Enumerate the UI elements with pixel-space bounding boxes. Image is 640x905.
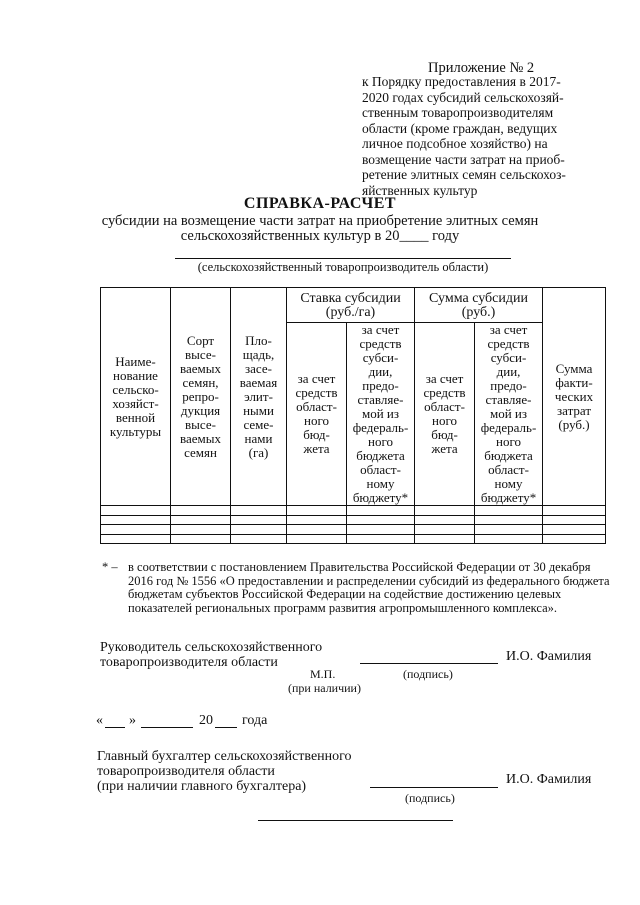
table-cell[interactable]	[415, 534, 475, 544]
date-day-field[interactable]	[105, 727, 125, 728]
table-cell[interactable]	[171, 525, 231, 535]
appendix-line: области (кроме граждан, ведущих	[362, 120, 558, 136]
header-sum-regional: за счет средств област- ного бюд- жета	[415, 323, 475, 506]
table-cell[interactable]	[287, 515, 347, 525]
table-cell[interactable]	[287, 534, 347, 544]
appendix-line: ретение элитных семян сельскохоз-	[362, 167, 566, 182]
header-subsidy-sum: Сумма субсидии (руб.)	[415, 288, 543, 323]
table-cell[interactable]	[543, 506, 606, 516]
appendix-text	[362, 74, 612, 198]
accountant-signature-caption: (подпись)	[405, 791, 455, 805]
table-cell[interactable]	[543, 515, 606, 525]
header-area: Пло- щадь, засе- ваемая элит- ными семе- нами (га)	[231, 288, 287, 506]
table-cell[interactable]	[347, 525, 415, 535]
footnote	[102, 561, 612, 615]
table-cell[interactable]	[287, 506, 347, 516]
appendix-line: яйственных культур	[362, 182, 478, 198]
date-suffix: года	[242, 713, 268, 728]
footnote-mark: * –	[102, 560, 118, 574]
table-cell[interactable]	[171, 534, 231, 544]
table-cell[interactable]	[231, 525, 287, 535]
table-cell[interactable]	[415, 515, 475, 525]
date-month-field[interactable]	[141, 727, 193, 728]
accountant-label-line-2: товаропроизводителя области	[97, 764, 275, 779]
table-cell[interactable]	[101, 515, 171, 525]
appendix-line: возмещение части затрат на приоб-	[362, 151, 565, 167]
table-cell[interactable]	[101, 534, 171, 544]
table-cell[interactable]	[415, 506, 475, 516]
appendix-line: ственным товаропроизводителям	[362, 105, 554, 120]
table-cell[interactable]	[415, 525, 475, 535]
table-cell[interactable]	[101, 506, 171, 516]
table-cell[interactable]	[231, 506, 287, 516]
accountant-label-line-3: (при наличии главного бухгалтера)	[97, 779, 307, 794]
table-row	[101, 525, 606, 535]
bottom-rule	[258, 820, 453, 821]
appendix-line: 2020 годах субсидий сельскохозяй-	[362, 89, 564, 105]
appendix-line: личное подсобное хозяйство) на	[362, 136, 548, 151]
document-subtitle	[100, 214, 540, 244]
subtitle-line-1: субсидии на возмещение части затрат на приобретение элитных семян	[101, 213, 539, 229]
document-title: СПРАВКА-РАСЧЕТ	[243, 195, 397, 212]
date-year-field[interactable]	[215, 727, 237, 728]
header-rate-regional: за счет средств област- ного бюд- жета	[287, 323, 347, 506]
header-sum-federal: за счет средств субси- дии, предо- ставляе- мой из федераль- ного бюджета област- ному бюджету*	[475, 323, 543, 506]
subsidy-table	[100, 287, 606, 544]
table-cell[interactable]	[101, 525, 171, 535]
footnote-text: в соответствии с постановлением Правительства Российской Федерации от 30 декабря 2016 год № 1556 «О предоставлении и распределении субсидий из федерального бюджета бюджетам субъектов Российской Федерации на содействие достижению целевых показателей региональных программ развития агропромышленного комплекса».	[128, 560, 610, 615]
table-row	[101, 506, 606, 516]
appendix-line: к Порядку предоставления в 2017-	[362, 74, 561, 89]
header-crop: Наиме- нование сельско- хозяйст- венной культуры	[101, 288, 171, 506]
table-cell[interactable]	[231, 534, 287, 544]
table-row	[101, 534, 606, 544]
accountant-signature-line[interactable]	[370, 787, 498, 788]
table-cell[interactable]	[475, 525, 543, 535]
date-year-prefix: 20	[199, 713, 213, 728]
table-cell[interactable]	[347, 515, 415, 525]
producer-caption: (сельскохозяйственный товаропроизводитель области)	[197, 260, 489, 274]
head-label-line-1: Руководитель сельскохозяйственного	[100, 640, 323, 655]
header-rate-federal: за счет средств субси- дии, предо- ставляе- мой из федераль- ного бюджета област- ному бюджету*	[347, 323, 415, 506]
stamp-note: (при наличии)	[288, 681, 361, 695]
header-actual-costs: Сумма факти- ческих затрат (руб.)	[543, 288, 606, 506]
accountant-name: И.О. Фамилия	[506, 772, 592, 787]
table-cell[interactable]	[231, 515, 287, 525]
table-cell[interactable]	[347, 534, 415, 544]
table-cell[interactable]	[475, 515, 543, 525]
table-cell[interactable]	[543, 534, 606, 544]
producer-fill-line[interactable]	[175, 258, 511, 259]
table-cell[interactable]	[475, 506, 543, 516]
table-cell[interactable]	[475, 534, 543, 544]
table-cell[interactable]	[287, 525, 347, 535]
table-cell[interactable]	[171, 506, 231, 516]
accountant-label-line-1: Главный бухгалтер сельскохозяйственного	[97, 749, 352, 764]
head-signature-caption: (подпись)	[403, 667, 453, 681]
subtitle-line-2: сельскохозяйственных культур в 20____ году	[180, 228, 460, 244]
header-subsidy-rate: Ставка субсидии (руб./га)	[287, 288, 415, 323]
table-cell[interactable]	[347, 506, 415, 516]
stamp-label: М.П.	[310, 667, 336, 681]
table-cell[interactable]	[171, 515, 231, 525]
date-open-quote: «	[96, 713, 103, 728]
head-signature-line[interactable]	[360, 663, 498, 664]
appendix-title: Приложение № 2	[428, 60, 535, 76]
date-close-quote: »	[129, 713, 136, 728]
table-row	[101, 515, 606, 525]
head-label	[100, 640, 322, 670]
head-label-line-2: товаропроизводителя области	[100, 655, 278, 670]
header-variety: Сорт высе- ваемых семян, репро- дукция высе- ваемых семян	[171, 288, 231, 506]
head-name: И.О. Фамилия	[506, 649, 592, 664]
table-cell[interactable]	[543, 525, 606, 535]
accountant-label	[97, 749, 352, 794]
